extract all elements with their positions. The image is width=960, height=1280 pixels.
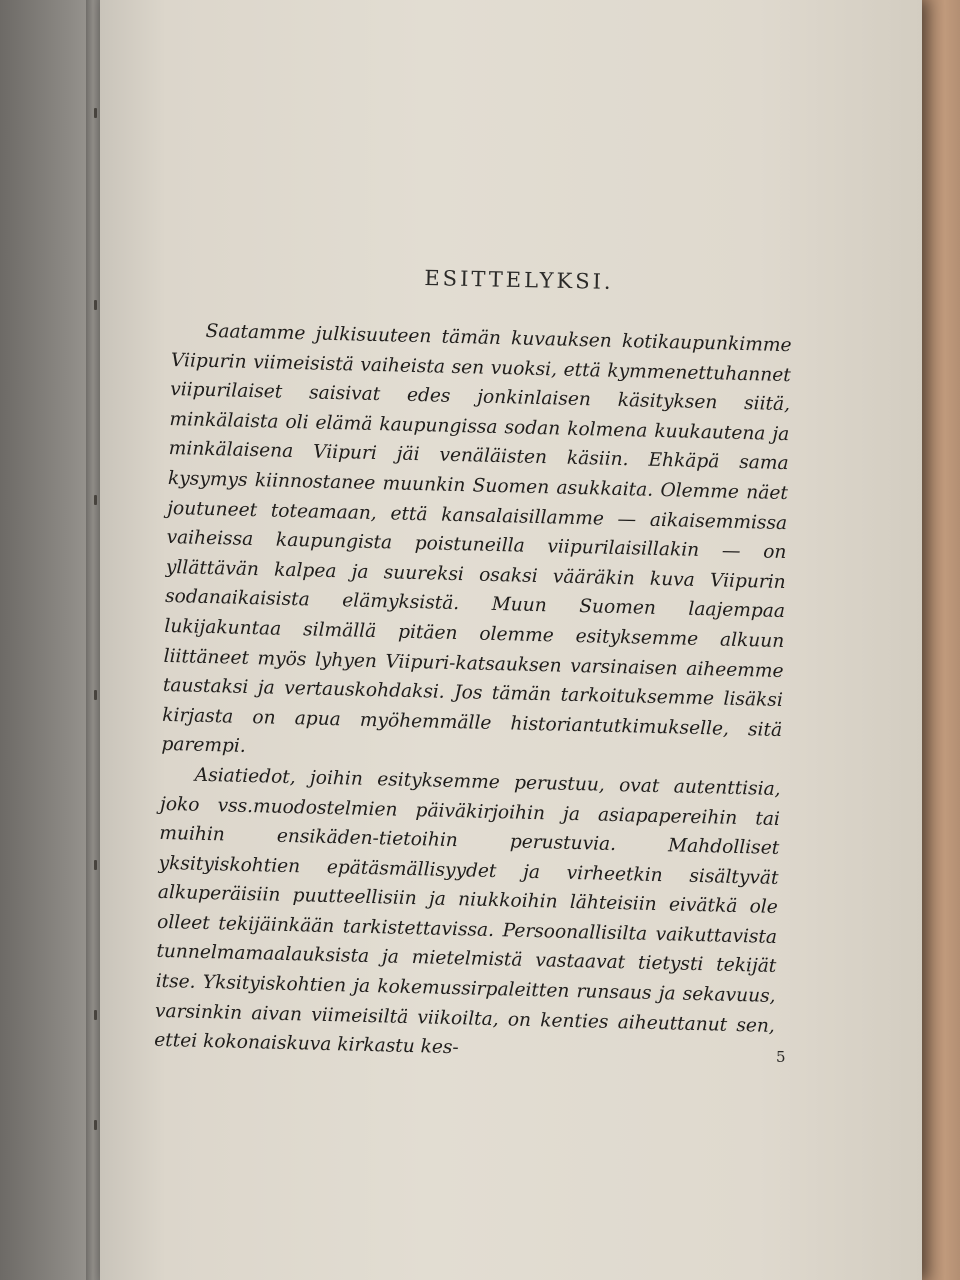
chapter-title: ESITTELYKSI. [424,266,614,294]
book-gutter [86,0,100,1280]
binding-stitch [94,690,97,700]
binding-stitch [94,1010,97,1020]
paragraph: Asiatiedot, joihin esityksemme perustuu, ovat autenttisia, joko vss.muodostelmien päiväkirjoihin ja asiapapereihin tai muihin ensikäden-tietoihin perustuvia. Mahdolliset yksityiskohtien epätäsmällisyydet ja virheetkin sisältyvät alkuperäisiin puutteellisiin ja niukkoihin lähteisiin eivätkä ole olleet tekijäinkään tarkistettavissa. Persoonallisilta vaikuttavista tunnelmamaalauksista ja mietelmistä vastaavat tietysti tekijät itse. Yksityiskohtien ja kokemussirpaleitten runsaus ja sekavuus, varsinkin aivan viimeisiltä viikoilta, on kenties aiheuttanut sen, ettei kokonaiskuva kirkastu kes- [154,764,781,1059]
binding-stitch [94,300,97,310]
binding-stitch [94,1120,97,1130]
binding-stitch [94,860,97,870]
binding-stitch [94,495,97,505]
paragraph: Saatamme julkisuuteen tämän kuvauksen kotikaupunkimme Viipurin viimeisistä vaiheista sen vuoksi, että kymmenettuhannet viipurilaiset saisivat edes jonkinlaisen käsityksen siitä, minkälaista oli elämä kaupungissa sodan kolmena kuukautena ja minkälaisena Viipuri jäi venäläisten käsiin. Ehkäpä sama kysymys kiinnostanee muunkin Suomen asukkaita. Olemme näet joutuneet toteamaan, että kansalaisillamme — aikaisemmissa vaiheissa kaupungista poistuneilla viipurilaisillakin — on yllättävän kalpea ja suureksi osaksi vääräkin kuva Viipurin sodanaikaisista elämyksistä. Muun Suomen laajempaa lukijakuntaa silmällä pitäen olemme esityksemme alkuun liittäneet myös lyhyen Viipuri-katsauksen varsinaisen aiheemme taustaksi ja vertauskohdaksi. Jos tämän tarkoituksemme lisäksi kirjasta on apua myöhemmälle historiantutkimukselle, sitä parempi. [161,320,792,758]
page-edges [922,0,960,1280]
binding-stitch [94,108,97,118]
page-number: 5 [776,1048,786,1066]
body-text [154,316,792,1071]
